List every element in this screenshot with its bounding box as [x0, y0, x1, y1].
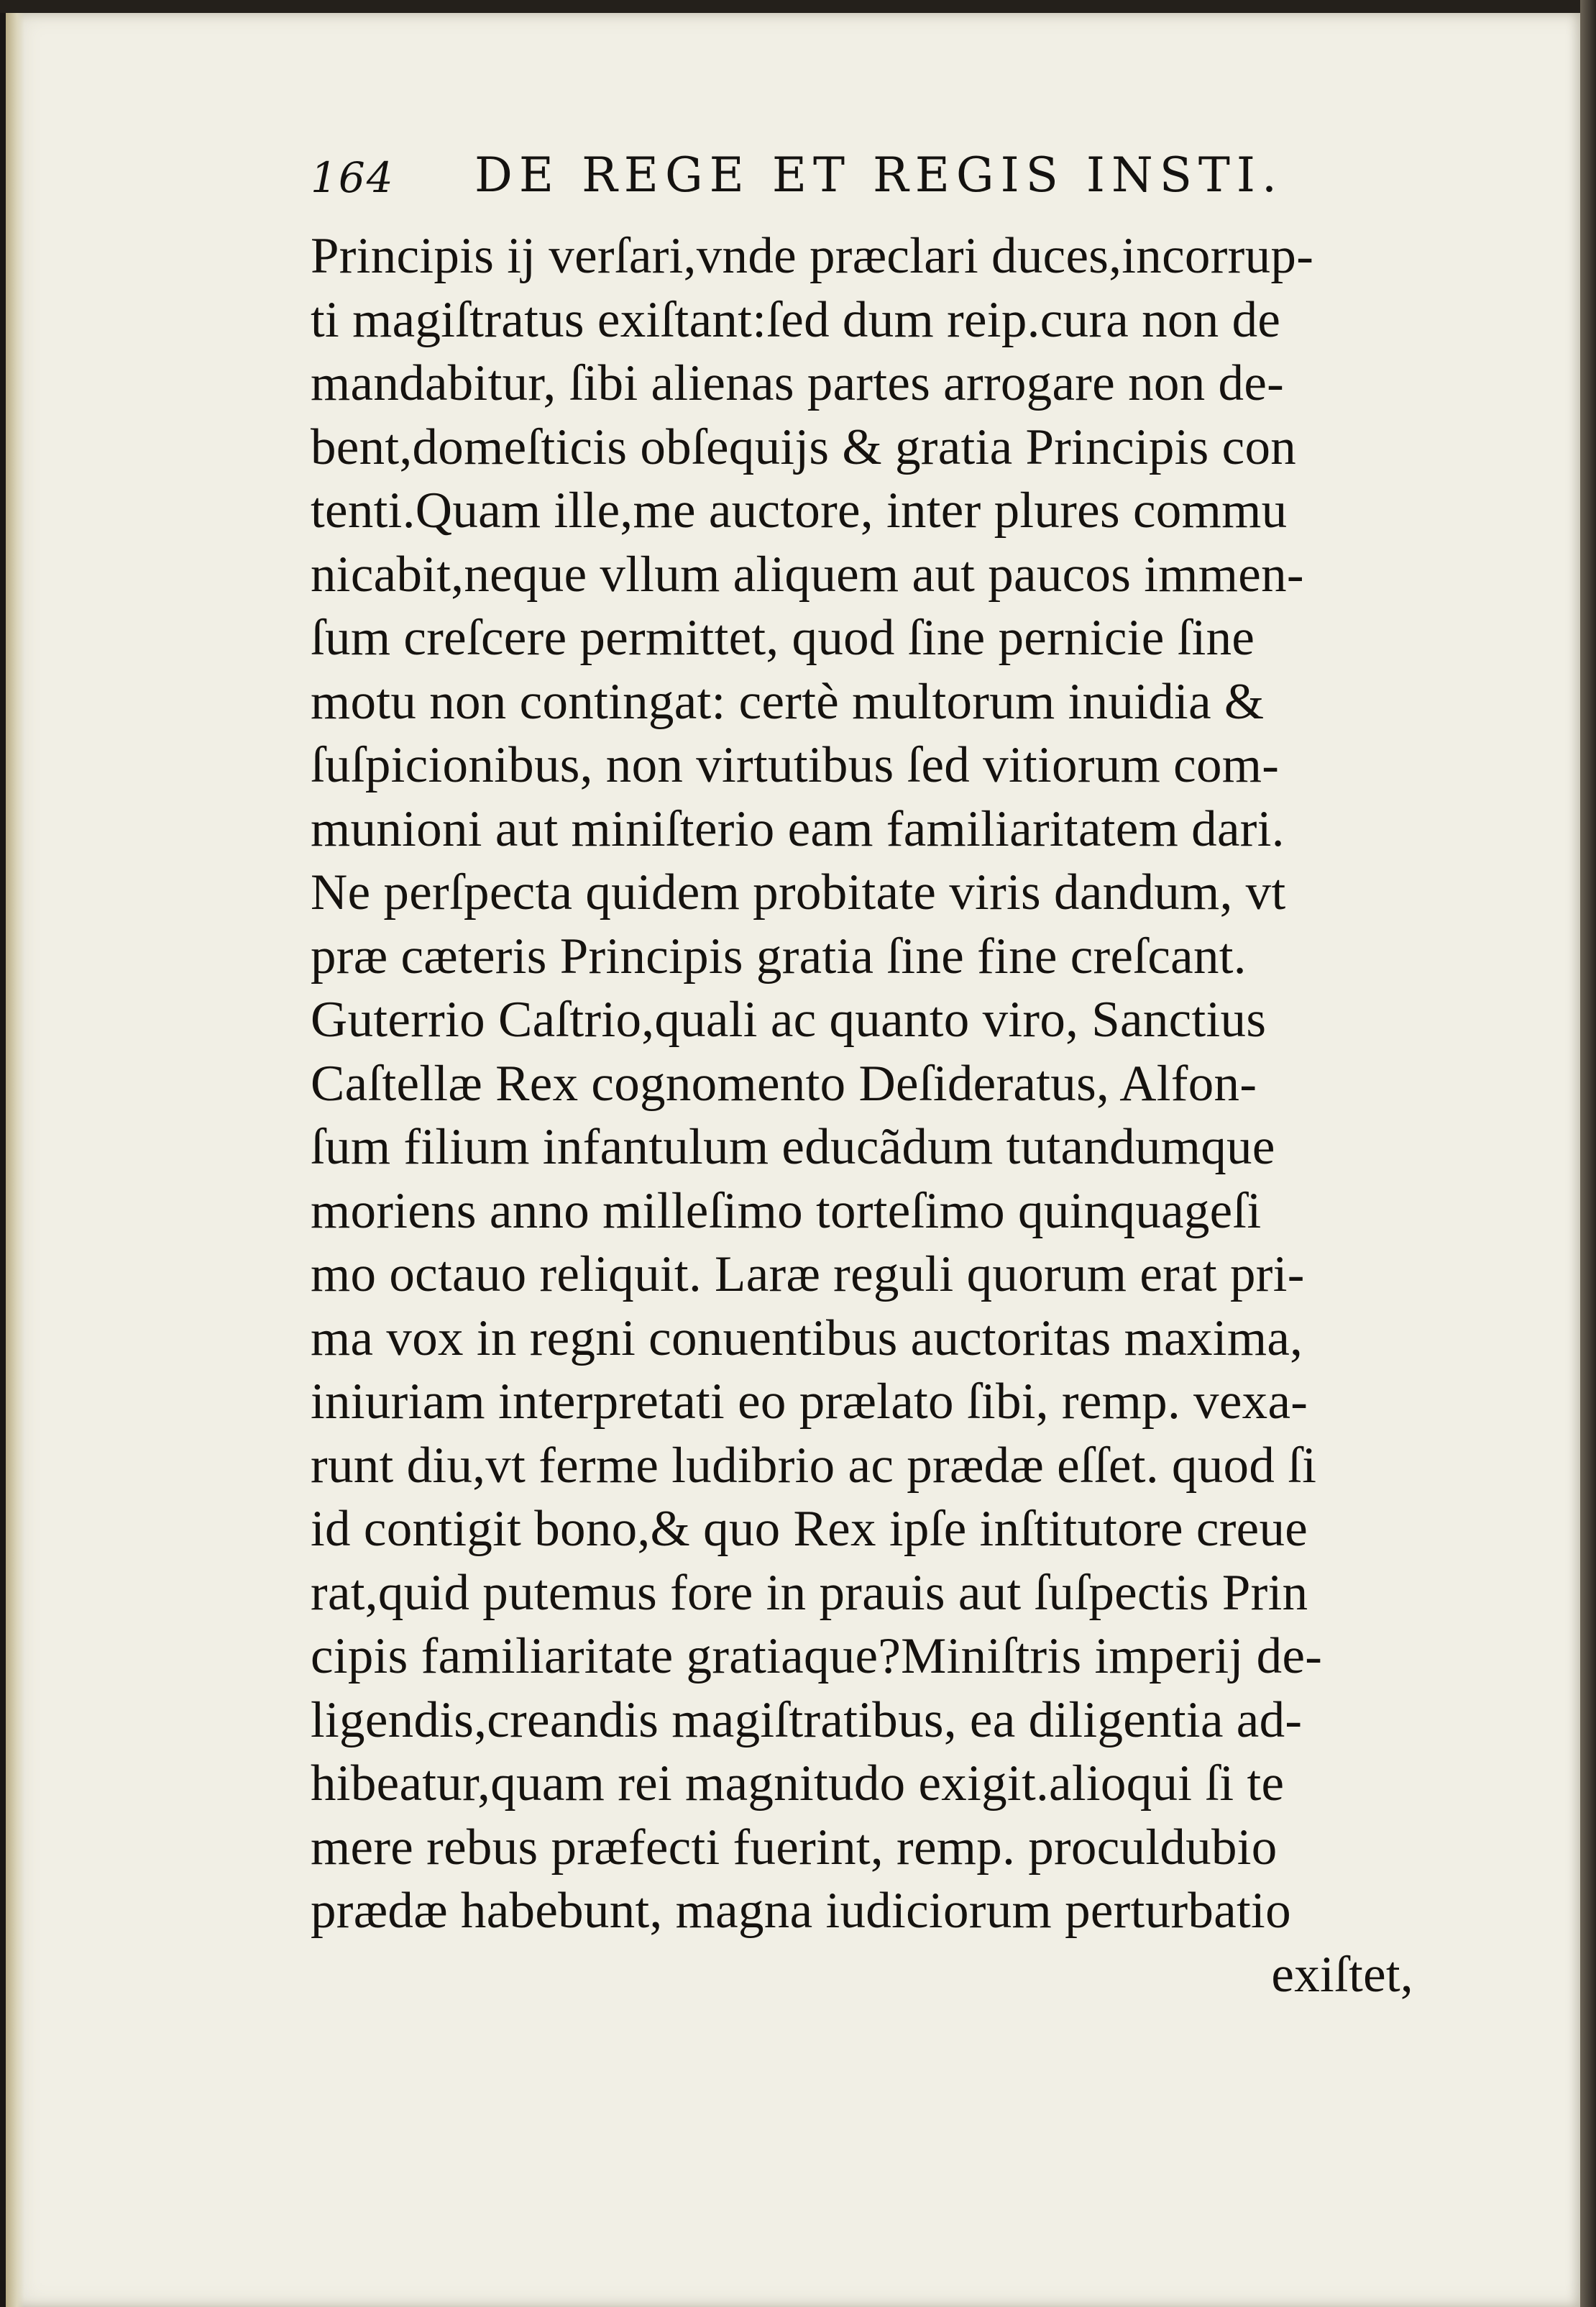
text-line: iniuriam interpretati eo prælato ſibi, remp. vexa-: [311, 1374, 1308, 1430]
catchword: exiſtet,: [1271, 1946, 1413, 2003]
running-head: [311, 147, 1303, 205]
text-line: Guterrio Caſtrio,quali ac quanto viro, Sanctius: [311, 992, 1267, 1048]
text-line: ſum filium infantulum educãdum tutandumque: [311, 1119, 1275, 1175]
text-line: mere rebus præfecti fuerint, remp. proculdubio: [311, 1819, 1278, 1876]
text-line: id contigit bono,& quo Rex ipſe inſtitutore creue: [311, 1501, 1308, 1557]
text-line: bent,domeſticis obſequijs & gratia Principis con: [311, 419, 1297, 475]
text-line: ſum creſcere permittet, quod ſine pernicie ſine: [311, 610, 1255, 666]
body-text: [311, 224, 1418, 2006]
text-line: hibeatur,quam rei magnitudo exigit.alioqui ſi te: [311, 1755, 1285, 1812]
text-line: Caſtellæ Rex cognomento Deſideratus, Alfon-: [311, 1055, 1257, 1112]
text-line: moriens anno milleſimo torteſimo quinquageſi: [311, 1182, 1262, 1239]
page-number: 164: [311, 153, 395, 202]
page-gutter: [6, 13, 24, 2307]
text-line: runt diu,vt ferme ludibrio ac prædæ eſſet. quod ſi: [311, 1437, 1317, 1494]
text-line: nicabit,neque vllum aliquem aut paucos immen-: [311, 546, 1304, 603]
text-line: rat,quid putemus fore in prauis aut ſuſpectis Prin: [311, 1564, 1308, 1621]
text-line: ligendis,creandis magiſtratibus, ea diligentia ad-: [311, 1691, 1303, 1748]
text-line: ſuſpicionibus, non virtutibus ſed vitiorum com-: [311, 737, 1280, 793]
text-line: Principis ij verſari,vnde præclari duces,incorrup-: [311, 228, 1314, 284]
text-line: mo octauo reliquit. Laræ reguli quorum erat pri-: [311, 1246, 1305, 1302]
text-line: prædæ habebunt, magna iudiciorum perturbatio: [311, 1883, 1291, 1939]
text-line: ti magiſtratus exiſtant:ſed dum reip.cura non de: [311, 291, 1281, 348]
running-title: DE REGE ET REGIS INSTI.: [474, 147, 1283, 203]
text-line: tenti.Quam ille,me auctore, inter plures commu: [311, 483, 1288, 539]
text-line: ma vox in regni conuentibus auctoritas maxima,: [311, 1310, 1303, 1366]
text-line: præ cæteris Principis gratia ſine fine creſcant.: [311, 928, 1247, 985]
text-line: cipis familiaritate gratiaque?Miniſtris imperij de-: [311, 1628, 1323, 1684]
text-line: mandabitur, ſibi alienas partes arrogare non de-: [311, 355, 1285, 411]
text-line: munioni aut miniſterio eam familiaritatem dari.: [311, 800, 1285, 857]
page-right-edge: [1580, 0, 1596, 2307]
top-shadow: [0, 0, 1596, 13]
text-line: motu non contingat: certè multorum inuidia &: [311, 673, 1265, 730]
text-line: Ne perſpecta quidem probitate viris dandum, vt: [311, 864, 1286, 920]
